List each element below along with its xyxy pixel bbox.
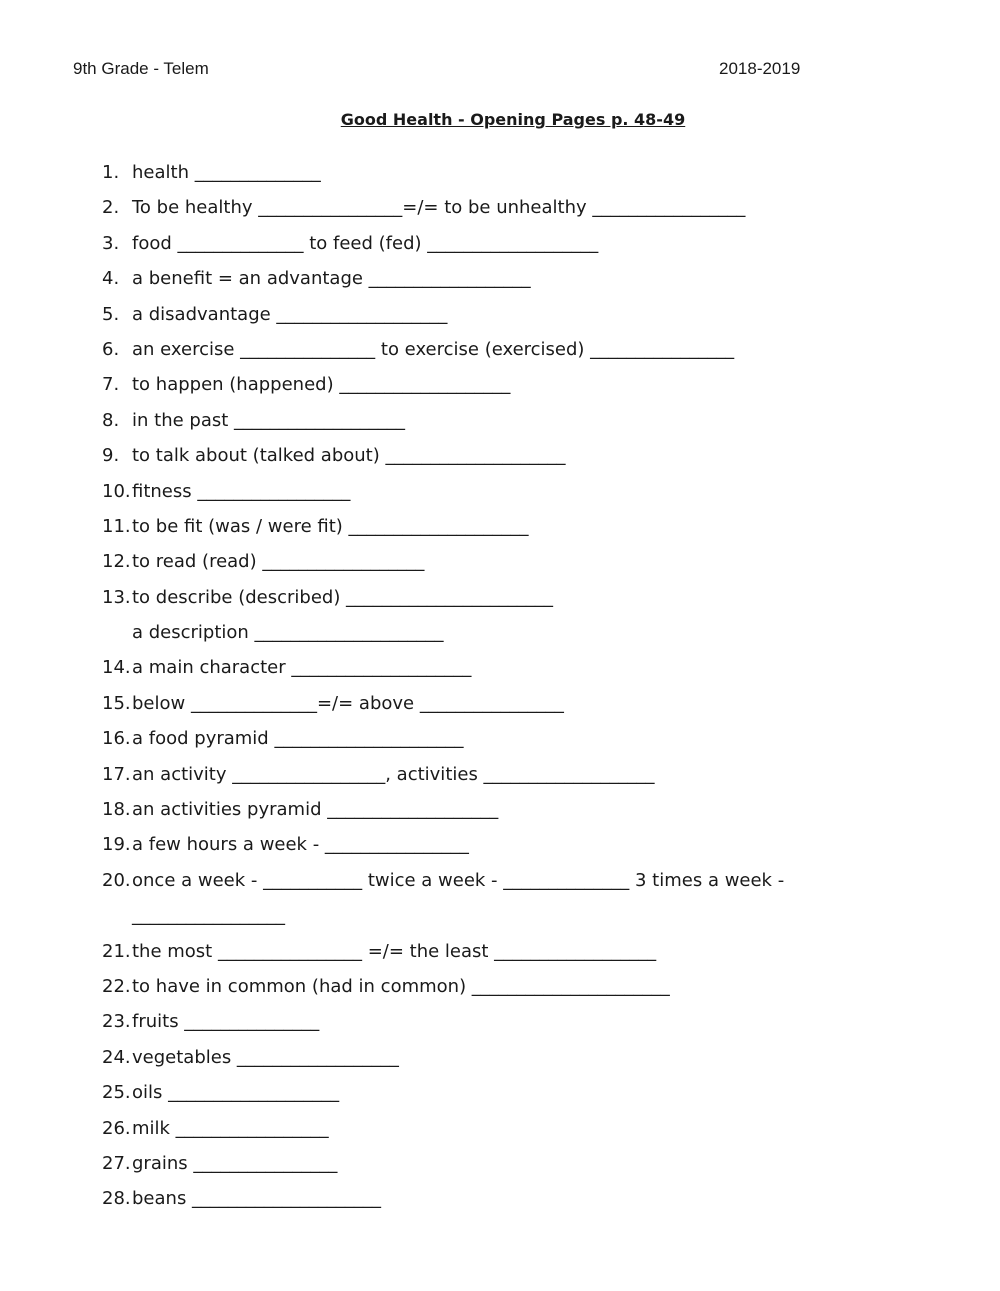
item-number: 24. xyxy=(102,1046,131,1068)
list-item xyxy=(0,261,1000,296)
item-text: in the past ___________________ xyxy=(132,409,406,431)
item-text: grains ________________ xyxy=(132,1152,338,1174)
list-item xyxy=(0,1004,1000,1039)
item-text: an exercise _______________ to exercise (exercised) ________________ xyxy=(132,338,735,360)
header-year: 2018-2019 xyxy=(719,59,801,78)
list-item xyxy=(0,1075,1000,1110)
item-number: 13. xyxy=(102,586,131,608)
item-text: a food pyramid _____________________ xyxy=(132,728,464,750)
item-number: 11. xyxy=(102,515,131,537)
list-item xyxy=(0,1181,1000,1216)
list-item xyxy=(0,969,1000,1004)
item-number: 18. xyxy=(102,799,131,821)
item-number: 28. xyxy=(102,1188,131,1210)
list-item xyxy=(0,863,1000,898)
item-text: food ______________ to feed (fed) ___________________ xyxy=(132,232,599,254)
item-text: to have in common (had in common) ______________________ xyxy=(132,975,670,997)
list-item xyxy=(0,226,1000,261)
list-item xyxy=(0,934,1000,969)
item-text: below ______________=/= above ________________ xyxy=(132,692,564,714)
list-item xyxy=(0,509,1000,544)
list-item xyxy=(0,686,1000,721)
list-item xyxy=(0,898,1000,933)
list-item xyxy=(0,615,1000,650)
item-text: fruits _______________ xyxy=(132,1011,320,1033)
list-item xyxy=(0,438,1000,473)
item-text: the most ________________ =/= the least __________________ xyxy=(132,940,657,962)
item-number: 22. xyxy=(102,975,131,997)
item-number: 1. xyxy=(102,162,120,183)
item-text: fitness _________________ xyxy=(132,480,351,502)
item-number: 6. xyxy=(102,338,120,360)
item-text: beans _____________________ xyxy=(132,1188,382,1210)
item-text: to read (read) __________________ xyxy=(132,551,425,573)
header-grade: 9th Grade - Telem xyxy=(73,59,209,78)
item-number: 14. xyxy=(102,657,131,679)
item-number: 16. xyxy=(102,728,131,750)
item-text: once a week - ___________ twice a week - ______________ 3 times a week - xyxy=(132,869,785,891)
list-item xyxy=(0,403,1000,438)
item-number: 21. xyxy=(102,940,131,962)
item-number: 15. xyxy=(102,692,131,714)
item-number: 17. xyxy=(102,763,131,785)
item-number: 9. xyxy=(102,445,120,467)
item-number: 20. xyxy=(102,869,131,891)
list-item xyxy=(0,544,1000,579)
item-text: a description _____________________ xyxy=(132,622,444,644)
item-number: 7. xyxy=(102,374,120,396)
item-number: 8. xyxy=(102,409,120,431)
item-number: 23. xyxy=(102,1011,131,1033)
list-item xyxy=(0,827,1000,862)
list-item xyxy=(0,367,1000,402)
item-number: 5. xyxy=(102,303,120,325)
item-text: to be fit (was / were fit) ____________________ xyxy=(132,515,529,537)
list-item xyxy=(0,1146,1000,1181)
item-text: a main character ____________________ xyxy=(132,657,472,679)
item-text: To be healthy ________________=/= to be unhealthy _________________ xyxy=(132,197,746,219)
item-text: a few hours a week - ________________ xyxy=(132,834,469,856)
item-number: 25. xyxy=(102,1082,131,1104)
item-text: a disadvantage ___________________ xyxy=(132,303,448,325)
list-item xyxy=(0,792,1000,827)
item-text: _________________ xyxy=(132,905,285,927)
list-item xyxy=(0,1040,1000,1075)
item-text: health ______________ xyxy=(132,162,321,183)
item-text: to happen (happened) ___________________ xyxy=(132,374,511,396)
page-title: Good Health - Opening Pages p. 48-49 xyxy=(340,110,686,129)
list-item xyxy=(0,474,1000,509)
list-item xyxy=(0,332,1000,367)
item-text: vegetables __________________ xyxy=(132,1046,399,1068)
item-text: an activity _________________, activities ___________________ xyxy=(132,763,655,785)
vocabulary-list xyxy=(0,155,1000,1217)
item-text: a benefit = an advantage __________________ xyxy=(132,268,531,290)
list-item xyxy=(0,580,1000,615)
item-number: 4. xyxy=(102,268,120,290)
item-number: 3. xyxy=(102,232,120,254)
item-number: 12. xyxy=(102,551,131,573)
item-number: 27. xyxy=(102,1152,131,1174)
item-text: to talk about (talked about) ____________________ xyxy=(132,445,566,467)
item-number: 26. xyxy=(102,1117,131,1139)
list-item xyxy=(0,297,1000,332)
list-item xyxy=(0,155,1000,190)
list-item xyxy=(0,1111,1000,1146)
list-item xyxy=(0,190,1000,225)
item-text: to describe (described) _______________________ xyxy=(132,586,554,608)
item-number: 10. xyxy=(102,480,131,502)
list-item xyxy=(0,650,1000,685)
item-text: milk _________________ xyxy=(132,1117,329,1139)
list-item xyxy=(0,757,1000,792)
item-number: 19. xyxy=(102,834,131,856)
item-text: oils ___________________ xyxy=(132,1082,340,1104)
item-number: 2. xyxy=(102,197,120,219)
list-item xyxy=(0,721,1000,756)
item-text: an activities pyramid ___________________ xyxy=(132,799,499,821)
